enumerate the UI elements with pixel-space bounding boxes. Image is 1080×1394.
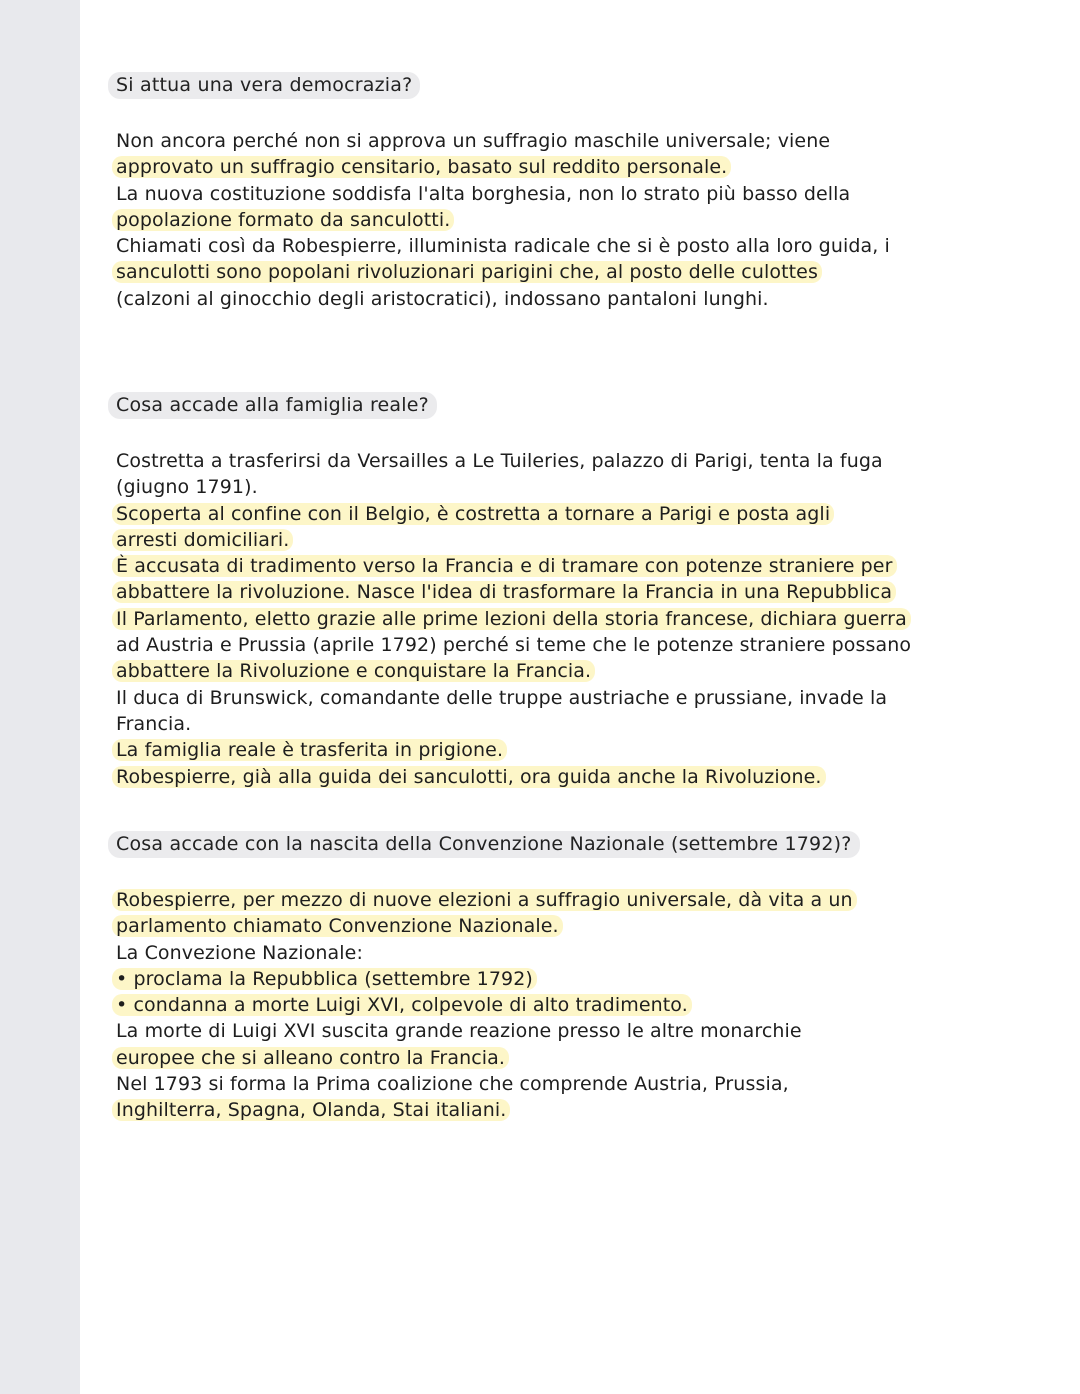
section-democrazia — [116, 72, 1046, 312]
text-line: Il duca di Brunswick, comandante delle truppe austriache e prussiane, invade la — [116, 686, 888, 709]
notes-page — [80, 0, 1080, 1394]
section-question: Cosa accade alla famiglia reale? — [108, 392, 437, 419]
text-line: Il Parlamento, eletto grazie alle prime lezioni della storia francese, dichiara guerra — [116, 606, 1046, 632]
text-line: sanculotti sono popolani rivoluzionari parigini che, al posto delle culottes — [116, 259, 1046, 285]
text-line: Chiamati così da Robespierre, illuminista radicale che si è posto alla loro guida, i — [116, 235, 890, 258]
text-line: La famiglia reale è trasferita in prigione. — [116, 737, 1046, 763]
text-line: approvato un suffragio censitario, basato sul reddito personale. — [116, 154, 1046, 180]
text-line: abbattere la Rivoluzione e conquistare la Francia. — [116, 658, 1046, 684]
text-line: europee che si alleano contro la Francia. — [116, 1045, 1046, 1071]
text-line: Scoperta al confine con il Belgio, è costretta a tornare a Parigi e posta agli — [116, 501, 1046, 527]
left-margin-strip — [0, 0, 80, 1394]
text-line: arresti domiciliari. — [116, 527, 1046, 553]
text-line: Costretta a trasferirsi da Versailles a Le Tuileries, palazzo di Parigi, tenta la fuga — [116, 450, 883, 472]
text-line: parlamento chiamato Convenzione Nazionale. — [116, 913, 1046, 939]
section-body — [116, 448, 1046, 790]
text-line: È accusata di tradimento verso la Francia e di tramare con potenze straniere per — [116, 553, 1046, 579]
text-line: (giugno 1791). — [116, 476, 258, 499]
text-line: La morte di Luigi XVI suscita grande reazione presso le altre monarchie — [116, 1020, 802, 1043]
text-line: ad Austria e Prussia (aprile 1792) perché si teme che le potenze straniere possano — [116, 634, 912, 657]
section-famiglia-reale — [116, 392, 1046, 790]
text-line: Inghilterra, Spagna, Olanda, Stai italiani. — [116, 1097, 1046, 1123]
text-line: popolazione formato da sanculotti. — [116, 207, 1046, 233]
text-line: La Convezione Nazionale: — [116, 941, 363, 964]
text-line: Non ancora perché non si approva un suffragio maschile universale; viene — [116, 130, 831, 152]
section-question: Cosa accade con la nascita della Convenzione Nazionale (settembre 1792)? — [108, 831, 860, 858]
section-body — [116, 128, 1046, 312]
text-line: Robespierre, per mezzo di nuove elezioni a suffragio universale, dà vita a un — [116, 887, 1046, 913]
section-question: Si attua una vera democrazia? — [108, 72, 420, 99]
text-line: abbattere la rivoluzione. Nasce l'idea di trasformare la Francia in una Repubblica — [116, 579, 1046, 605]
text-line: • proclama la Repubblica (settembre 1792) — [116, 966, 1046, 992]
section-convenzione-nazionale — [116, 831, 1046, 1124]
text-line: La nuova costituzione soddisfa l'alta borghesia, non lo strato più basso della — [116, 182, 851, 205]
text-line: Nel 1793 si forma la Prima coalizione che comprende Austria, Prussia, — [116, 1073, 789, 1096]
section-body — [116, 887, 1046, 1124]
text-line: Francia. — [116, 712, 192, 735]
text-line: • condanna a morte Luigi XVI, colpevole di alto tradimento. — [116, 992, 1046, 1018]
text-line: Robespierre, già alla guida dei sanculotti, ora guida anche la Rivoluzione. — [116, 764, 1046, 790]
text-line: (calzoni al ginocchio degli aristocratici), indossano pantaloni lunghi. — [116, 287, 769, 310]
